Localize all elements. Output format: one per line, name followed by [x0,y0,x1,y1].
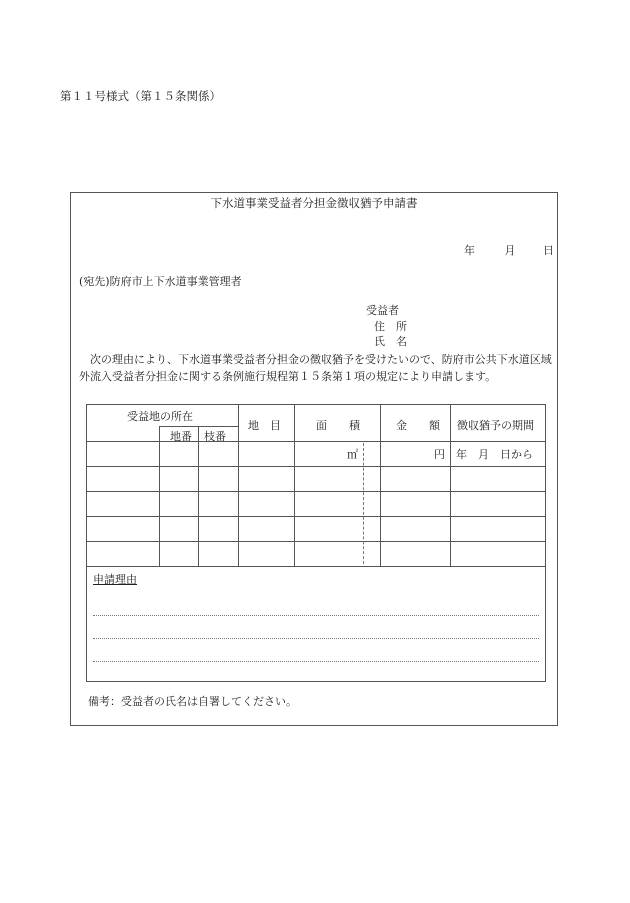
amount-unit: 円 [434,448,445,461]
header-location: 受益地の所在 [127,410,193,423]
header-lot-number: 地番 [170,430,192,443]
header-period: 徴収猶予の期間 [457,419,534,432]
reason-line[interactable] [93,638,539,639]
form-number: 第１１号様式（第１５条関係） [60,89,221,103]
applicant-label: 受益者 [366,304,399,317]
date-line [464,242,554,258]
form-title: 下水道事業受益者分担金徴収猶予申請書 [210,196,418,210]
date-year[interactable]: 年 [464,244,475,257]
application-statement: 次の理由により、下水道事業受益者分担金の徴収猶予を受けたいので、防府市公共下水道区域外流入受益者分担金に関する条例施行規程第１５条第１項の規定により申請します。 [79,353,552,383]
header-branch-number: 枝番 [204,430,226,443]
applicant-block [366,303,407,350]
area-unit: ㎡ [347,448,358,461]
land-info-table [86,404,546,682]
date-day[interactable]: 日 [543,244,554,257]
reason-label: 申請理由 [93,573,137,586]
addressee: (宛先)防府市上下水道事業管理者 [79,275,242,288]
application-form [70,192,558,726]
name-field[interactable]: 氏 名 [374,335,407,348]
header-land-category: 地 目 [248,419,281,432]
period-start: 年 月 日から [456,448,533,461]
header-area: 面 積 [316,419,360,432]
header-amount: 金 額 [396,419,440,432]
address-field[interactable]: 住 所 [374,319,407,333]
reason-line[interactable] [93,661,539,662]
note: 備考：受益者の氏名は自署してください。 [88,695,297,708]
reason-line[interactable] [93,615,539,616]
date-month[interactable]: 月 [504,244,516,257]
